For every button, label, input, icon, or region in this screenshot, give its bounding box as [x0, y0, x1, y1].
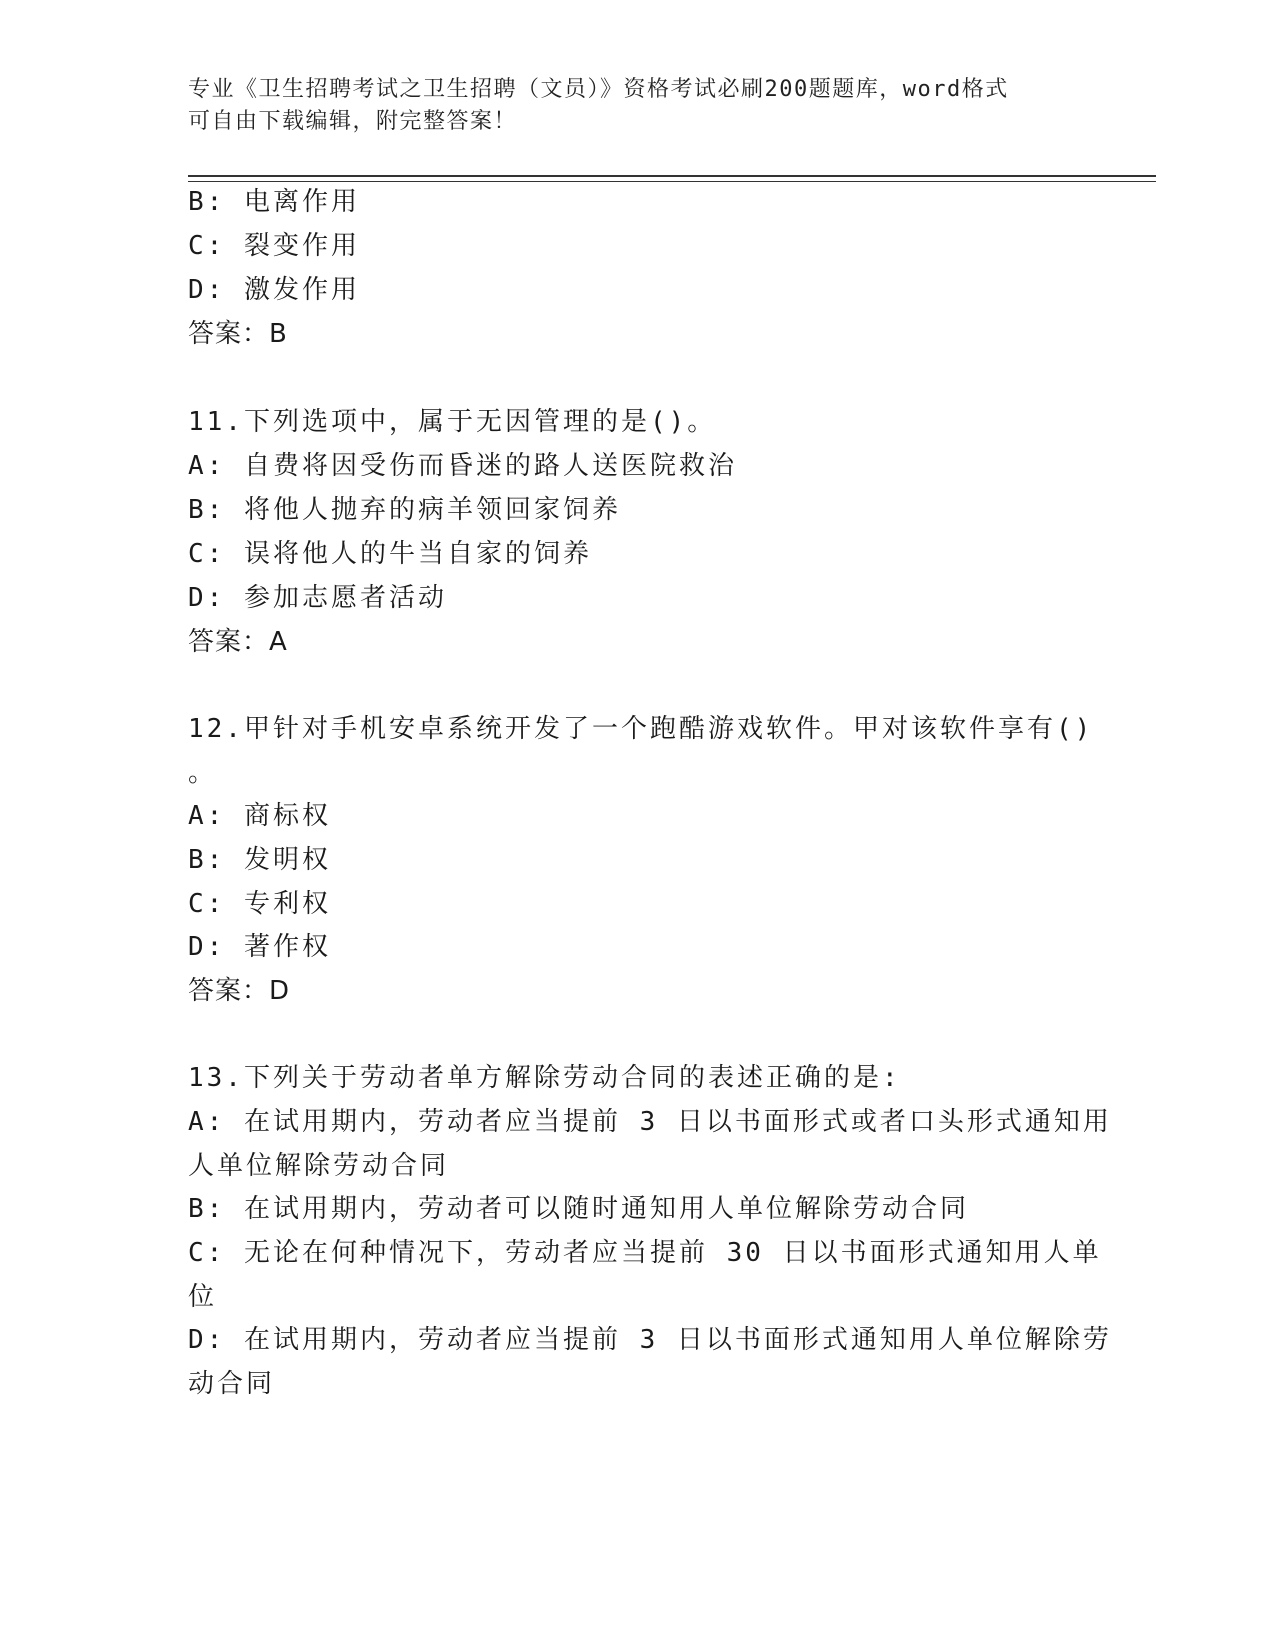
q10-answer: 答案：B: [188, 319, 288, 349]
q13-option-b: B: 在试用期内，劳动者可以随时通知用人单位解除劳动合同: [188, 1194, 969, 1224]
q13-option-c-line-2: 位: [188, 1282, 218, 1312]
q11-option-d: D: 参加志愿者活动: [188, 583, 447, 613]
q13-option-a-line-2: 人单位解除劳动合同: [188, 1151, 450, 1181]
q10-option-b: B: 电离作用: [188, 187, 360, 217]
q13-question: 13.下列关于劳动者单方解除劳动合同的表述正确的是:: [188, 1063, 901, 1093]
q12-question-line-2: 。: [188, 758, 218, 788]
q11-option-c: C: 误将他人的牛当自家的饲养: [188, 539, 592, 569]
q13-option-d-line-1: D: 在试用期内，劳动者应当提前 3 日以书面形式通知用人单位解除劳: [188, 1325, 1112, 1355]
header-title-line-1: 专业《卫生招聘考试之卫生招聘（文员）》资格考试必刷200题题库，word格式: [188, 77, 1009, 102]
q11-question: 11.下列选项中，属于无因管理的是()。: [188, 407, 717, 437]
q11-option-a: A: 自费将因受伤而昏迷的路人送医院救治: [188, 451, 737, 481]
q13-option-c-line-1: C: 无论在何种情况下，劳动者应当提前 30 日以书面形式通知用人单: [188, 1238, 1102, 1268]
q12-option-d: D: 著作权: [188, 932, 331, 962]
header-title-line-2: 可自由下载编辑，附完整答案！: [188, 109, 518, 134]
q12-option-b: B: 发明权: [188, 845, 331, 875]
q12-question-line-1: 12.甲针对手机安卓系统开发了一个跑酷游戏软件。甲对该软件享有(): [188, 714, 1094, 744]
q12-option-c: C: 专利权: [188, 889, 331, 919]
q11-option-b: B: 将他人抛弃的病羊领回家饲养: [188, 495, 621, 525]
header-divider-thin: [188, 181, 1156, 182]
q12-option-a: A: 商标权: [188, 801, 331, 831]
q10-option-d: D: 激发作用: [188, 275, 360, 305]
q12-answer: 答案：D: [188, 976, 291, 1006]
q11-answer: 答案：A: [188, 627, 288, 657]
q10-option-c: C: 裂变作用: [188, 231, 360, 261]
header-divider-thick: [188, 175, 1156, 177]
document-header: [188, 74, 1068, 138]
q13-option-d-line-2: 动合同: [188, 1369, 276, 1399]
q13-option-a-line-1: A: 在试用期内，劳动者应当提前 3 日以书面形式或者口头形式通知用: [188, 1107, 1112, 1137]
